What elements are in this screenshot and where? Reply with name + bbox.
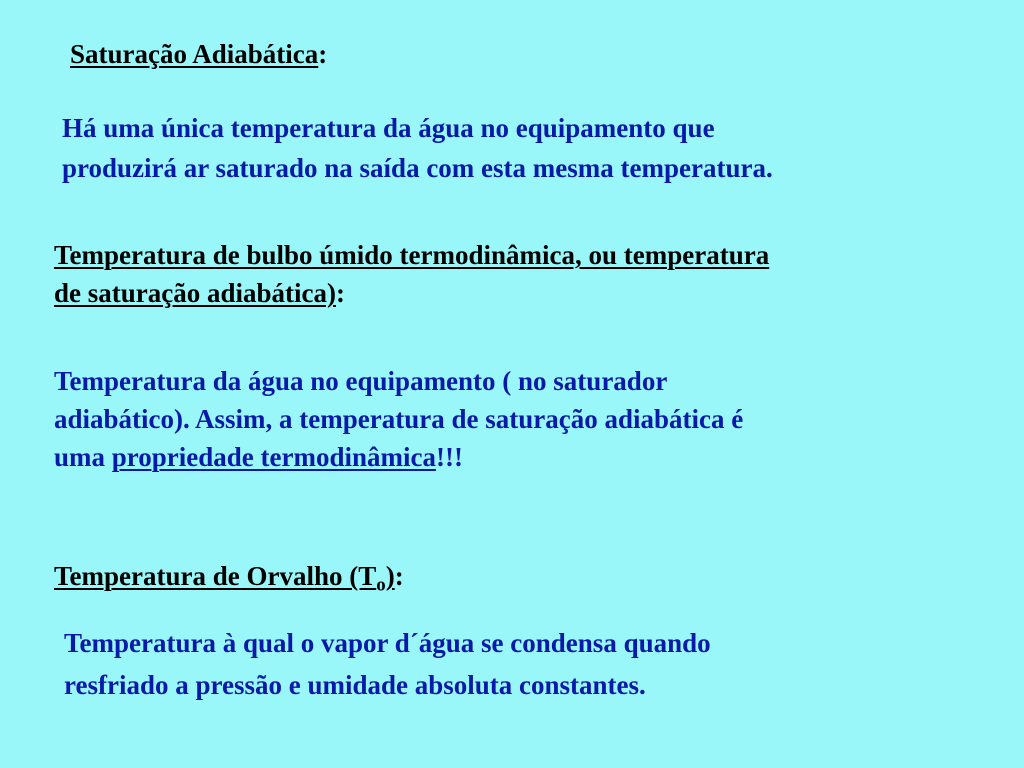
section-heading-temperatura-orvalho bbox=[54, 558, 404, 594]
paragraph-line: produzirá ar saturado na saída com esta mesma temperatura. bbox=[62, 153, 773, 183]
paragraph-line-prefix: uma bbox=[54, 442, 112, 472]
heading-subscript: o bbox=[376, 574, 386, 596]
paragraph-line-suffix: !!! bbox=[436, 442, 463, 472]
heading-colon: : bbox=[335, 278, 345, 308]
paragraph-line: Temperatura à qual o vapor d´água se condensa quando bbox=[64, 628, 711, 658]
paragraph-bulbo-umido-definition bbox=[54, 362, 1004, 476]
heading-underlined-text bbox=[54, 561, 395, 596]
heading-underlined-text: Temperatura de bulbo úmido termodinâmica, ou temperatura bbox=[54, 240, 770, 270]
emphasis-propriedade-termodinamica: propriedade termodinâmica bbox=[111, 442, 436, 472]
paragraph-line: resfriado a pressão e umidade absoluta constantes. bbox=[64, 670, 646, 700]
heading-colon: : bbox=[394, 561, 404, 591]
heading-underlined-text: Saturação Adiabática bbox=[70, 39, 319, 69]
paragraph-line: adiabático). Assim, a temperatura de saturação adiabática é bbox=[54, 404, 744, 434]
heading-text-prefix: Temperatura de Orvalho (T bbox=[54, 561, 377, 591]
paragraph-orvalho-definition bbox=[64, 622, 994, 706]
heading-underlined-text: de saturação adiabática) bbox=[54, 278, 336, 308]
section-heading-bulbo-umido bbox=[54, 236, 1004, 312]
heading-close-paren: ) bbox=[385, 561, 395, 591]
paragraph-line: Há uma única temperatura da água no equipamento que bbox=[62, 113, 715, 143]
paragraph-line: Temperatura da água no equipamento ( no saturador bbox=[54, 366, 668, 396]
heading-colon: : bbox=[318, 39, 328, 69]
section-heading-saturacao-adiabatica bbox=[70, 36, 327, 72]
paragraph-saturacao-definition bbox=[62, 108, 992, 188]
